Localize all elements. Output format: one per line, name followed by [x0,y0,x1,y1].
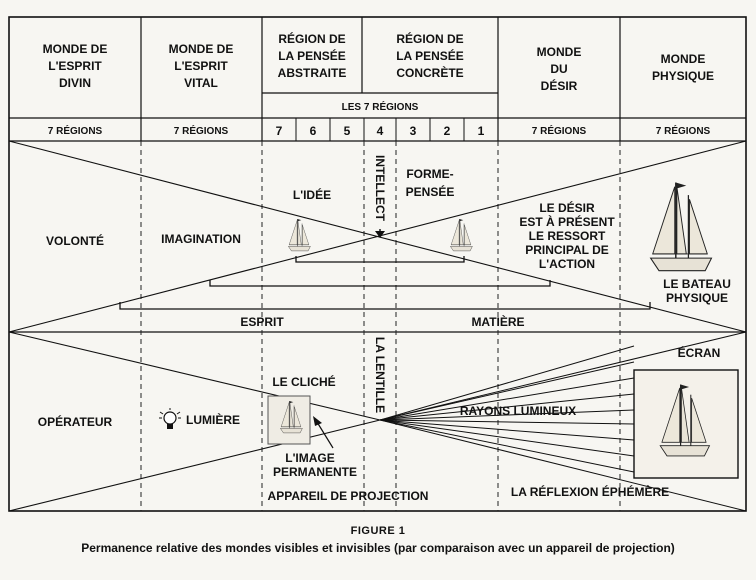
lightbulb-icon [159,408,181,429]
label-reflexion: LA RÉFLEXION ÉPHÉMÈRE [510,485,670,499]
header-desir-l2: DU [550,62,568,76]
header-esprit-vital-l3: VITAL [184,76,218,90]
header-pensee-concrete-l3: CONCRÈTE [396,66,464,80]
label-rayons: RAYONS LUMINEUX [459,404,577,418]
region-number: 6 [309,124,317,138]
bracket-outer [120,302,650,309]
figure-number: FIGURE 1 [350,525,406,537]
region-number: 1 [477,124,485,138]
bracket-inner [296,256,464,262]
header-esprit-divin-l3: DIVIN [58,76,92,90]
label-desir-l3: LE RESSORT [528,229,606,243]
region-number: 7 [275,124,283,138]
label-forme-pensee-l1: FORME- [406,167,454,181]
label-intellect: INTELLECT [373,155,387,221]
sailboat-physical-icon [651,183,712,271]
header-pensee-concrete-l1: RÉGION DE [396,32,464,46]
label-matiere: MATIÈRE [471,315,525,329]
figure-caption: Permanence relative des mondes visibles et invisibles (par comparaison avec un appareil de projection) [81,541,675,555]
regions-label-desir: 7 RÉGIONS [531,126,587,137]
light-ray [380,420,634,472]
label-desir-l5: L'ACTION [538,257,596,271]
label-bateau-l2: PHYSIQUE [665,291,729,305]
seven-regions-banner: LES 7 RÉGIONS [341,102,419,113]
label-desir-l4: PRINCIPAL DE [525,243,609,257]
regions-label-divin: 7 RÉGIONS [47,126,103,137]
regions-label-vital: 7 RÉGIONS [173,126,229,137]
header-desir-l3: DÉSIR [540,79,578,93]
header-esprit-divin-l1: MONDE DE [42,42,108,56]
label-operateur: OPÉRATEUR [37,415,113,429]
label-image-permanente-l2: PERMANENTE [272,465,358,479]
header-desir-l1: MONDE [536,45,582,59]
header-esprit-vital-l1: MONDE DE [168,42,234,56]
bracket-middle [210,280,550,286]
label-desir-l2: EST À PRÉSENT [519,215,615,229]
sailboat-thought-form-icon [450,219,472,251]
header-physique-l1: MONDE [660,52,706,66]
label-idee: L'IDÉE [292,188,332,202]
label-desir-l1: LE DÉSIR [539,201,595,215]
label-bateau-l1: LE BATEAU [663,277,731,291]
label-appareil: APPAREIL DE PROJECTION [267,489,429,503]
header-pensee-concrete-l2: LA PENSÉE [396,49,464,63]
label-ecran: ÉCRAN [677,346,721,360]
pointer-arrowhead [313,416,322,426]
header-pensee-abstraite-l1: RÉGION DE [278,32,346,46]
label-lumiere: LUMIÈRE [186,413,240,427]
region-number: 5 [343,124,351,138]
region-number: 2 [443,124,451,138]
label-esprit: ESPRIT [240,315,284,329]
label-cliche: LE CLICHÉ [272,375,336,389]
label-forme-pensee-l2: PENSÉE [405,185,455,199]
label-imagination: IMAGINATION [161,232,241,246]
header-esprit-divin-l2: L'ESPRIT [48,59,102,73]
label-image-permanente-l1: L'IMAGE [285,451,335,465]
label-lentille: LA LENTILLE [373,336,387,414]
regions-label-physique: 7 RÉGIONS [655,126,711,137]
light-ray [380,420,634,456]
header-pensee-abstraite-l3: ABSTRAITE [277,66,347,80]
header-pensee-abstraite-l2: LA PENSÉE [278,49,346,63]
sailboat-idea-icon [288,219,310,251]
region-number: 4 [376,124,384,138]
header-physique-l2: PHYSIQUE [651,69,715,83]
label-volonte: VOLONTÉ [45,234,105,248]
region-number: 3 [409,124,417,138]
header-esprit-vital-l2: L'ESPRIT [174,59,228,73]
